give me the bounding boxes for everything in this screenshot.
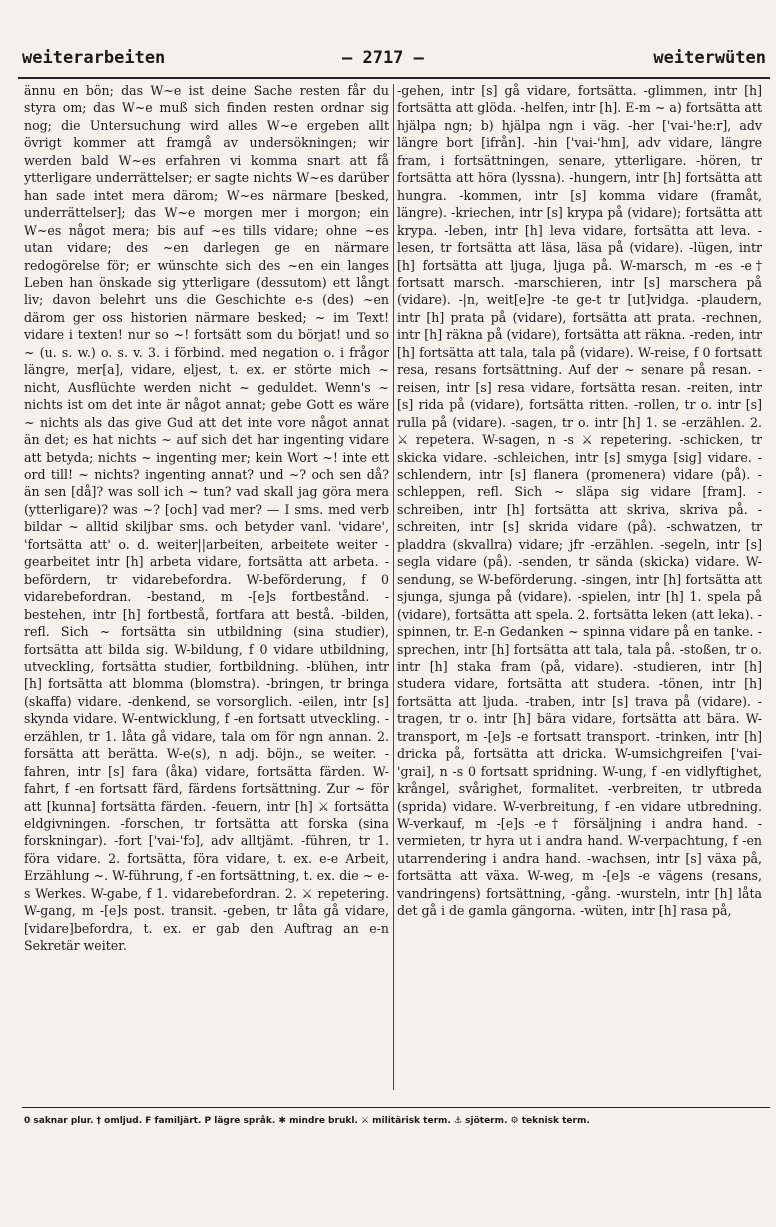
footer-rule <box>22 1107 770 1108</box>
column-divider <box>393 84 394 1090</box>
header-guide-word-left: weiterarbeiten <box>22 48 166 68</box>
header-rule <box>18 77 770 79</box>
left-column <box>24 82 389 1082</box>
header-guide-word-right: weiterwüten <box>653 48 766 68</box>
right-column <box>397 82 762 1082</box>
page-header <box>22 48 766 78</box>
abbreviation-legend: 0 saknar plur. † omljud. F familjärt. P lägre språk. ✱ mindre brukl. ⚔ militärisk term. ⚓ sjöterm. ⚙ teknisk term. <box>24 1116 590 1126</box>
right-column-text: -gehen, intr [s] gå vidare, fortsätta. -glimmen, intr [h] fortsätta att glöda. -helfen, intr [h]. E-m ~ a) fortsätta att hjälpa ngn; b) hjälpa ngn i väg. -her ['vai-'he:r], adv längre bort [ifrån]. -hin ['vai-'hɪn], adv vidare, längre fram, i fortsättningen, senare, ytterligare. -hören, tr fortsätta att höra (lyssna). -hungern, intr [h] fortsätta att hungra. -kommen, intr [s] komma vidare (framåt, längre). -kriechen, intr [s] krypa på (vidare); fortsätta att krypa. -leben, intr [h] leva vidare, fortsätta att leva. -lesen, tr fortsätta att läsa, läsa på (vidare). -lügen, intr [h] fortsätta att ljuga, ljuga på. W-marsch, m -es -e† fortsatt marsch. -marschieren, intr [s] marschera på (vidare). -|n, weit[e]re -te ge-t tr [ut]vidga. -plaudern, intr [h] prata på (vidare), fortsätta att prata. -rechnen, intr [h] räkna på (vidare), fortsätta att räkna. -reden, intr [h] fortsätta att tala, tala på (vidare). W-reise, f 0 fortsatt resa, resans fortsättning. Auf der ~ senare på resan. -reisen, intr [s] resa vidare, fortsätta resan. -reiten, intr [s] rida på (vidare), fortsätta ritten. -rollen, tr o. intr [s] rulla på (vidare). -sagen, tr o. intr [h] 1. se -erzählen. 2. ⚔ repetera. W-sagen, n -s ⚔ repetering. -schicken, tr skicka vidare. -schleichen, intr [s] smyga [sig] vidare. -schlendern, intr [s] flanera (promenera) vidare (på). -schleppen, refl. Sich ~ släpa sig vidare [fram]. -schreiben, intr [h] fortsätta att skriva, skriva på. -schreiten, intr [s] skrida vidare (på). -schwatzen, tr pladdra (skvallra) vidare; jfr -erzählen. -segeln, intr [s] segla vidare (på). -senden, tr sända (skicka) vidare. W-sendung, se W-beförderung. -singen, intr [h] fortsätta att sjunga, sjunga på (vidare). -spielen, intr [h] 1. spela på (vidare), fortsätta att spela. 2. fortsätta leken (att leka). -spinnen, tr. E-n Gedanken ~ spinna vidare på en tanke. -sprechen, intr [h] fortsätta att tala, tala på. -stoßen, tr o. intr [h] staka fram (på, vidare). -studieren, intr [h] studera vidare, fortsätta att studera. -tönen, intr [h] fortsätta att ljuda. -traben, intr [s] trava på (vidare). -tragen, tr o. intr [h] bära vidare, fortsätta att bära. W-transport, m -[e]s -e fortsatt transport. -trinken, intr [h] dricka på, fortsätta att dricka. W-umsichgreifen ['vai-'grai], n -s 0 fortsatt spridning. W-ung, f -en vidlyftighet, krångel, svårighet, formalitet. -verbreiten, tr utbreda (sprida) vidare. W-verbreitung, f -en vidare utbredning. W-verkauf, m -[e]s -e† försäljning i andra hand. -vermieten, tr hyra ut i andra hand. W-verpachtung, f -en utarrendering i andra hand. -wachsen, intr [s] växa på, fortsätta att växa. W-weg, m -[e]s -e vägens (resans, vandringens) fortsättning, -gång. -wursteln, intr [h] låta det gå i de gamla gängorna. -wüten, intr [h] rasa på, <box>397 83 762 919</box>
left-column-text: ännu en bön; das W~e ist deine Sache resten får du styra om; das W~e muß sich finden resten ordnar sig nog; die Untersuchung wird alles W~e ergeben allt övrigt kommer att framgå av undersökningen; wir werden bald W~es erfahren vi komma snart att få ytterligare underrättelser; er sagte nichts W~es darüber han sade intet mera därom; W~es närmare [besked, underrättelser]; das W~e morgen mer i morgon; ein W~es något mera; bis auf ~es tills vidare; ohne ~es utan vidare; des ~en darlegen ge en närmare redogörelse för; er wünschte sich des ~en ein langes Leben han önskade sig ytterligare (dessutom) ett långt liv; davon belehrt uns die Geschichte e-s (des) ~en därom ger oss historien närmare besked; ~ im Text! vidare i texten! nur so ~! fortsätt som du börjat! und so ~ (u. s. w.) o. s. v. 3. i förbind. med negation o. i frågor längre, mer[a], vidare, eljest, t. ex. er störte mich ~ nicht, Ausflüchte werden nicht ~ geduldet. Wenn's ~ nichts ist om det inte är något annat; gebe Gott es wäre ~ nichts als das give Gud att det inte vore något annat än det; es hat nichts ~ auf sich det har ingenting vidare att betyda; nichts ~ ingenting mer; kein Wort ~! inte ett ord till! ~ nichts? ingenting annat? und ~? och sen då? än sen [då]? was soll ich ~ tun? vad skall jag göra mera (ytterligare)? was ~? [och] vad mer? — I sms. med verb bildar ~ alltid skiljbar sms. och betyder vanl. 'vidare', 'fortsätta att' o. d. weiter||arbeiten, arbeitete weiter -gearbeitet intr [h] arbeta vidare, fortsätta att arbeta. -befördern, tr vidarebefordra. W-beförderung, f 0 vidarebefordran. -bestand, m -[e]s fortbestånd. -bestehen, intr [h] fortbestå, fortfara att bestå. -bilden, refl. Sich ~ fortsätta sin utbildning (sina studier), fortsätta att bilda sig. W-bildung, f 0 vidare utbildning, utveckling, fortsätta studier, fortbildning. -blühen, intr [h] fortsätta att blomma (blomstra). -bringen, tr bringa (skaffa) vidare. -denkend, se vorsorglich. -eilen, intr [s] skynda vidare. W-entwicklung, f -en fortsatt utveckling. -erzählen, tr 1. låta gå vidare, tala om för ngn annan. 2. forsätta att berätta. W-e(s), n adj. böjn., se weiter. -fahren, intr [s] fara (åka) vidare, fortsätta färden. W-fahrt, f -en fortsatt färd, färdens fortsättning. Zur ~ för att [kunna] fortsätta färden. -feuern, intr [h] ⚔ fortsätta eldgivningen. -forschen, tr fortsätta att forska (sina forskningar). -fort ['vai-'fɔ], adv alltjämt. -führen, tr 1. föra vidare. 2. fortsätta, föra vidare, t. ex. e-e Arbeit, Erzählung ~. W-führung, f -en fortsättning, t. ex. die ~ e-s Werkes. W-gabe, f 1. vidarebefordran. 2. ⚔ repetering. W-gang, m -[e]s post. transit. -geben, tr låta gå vidare, [vidare]befordra, t. ex. er gab den Auftrag an e-n Sekretär weiter. <box>24 83 389 954</box>
page-number: — 2717 — <box>342 48 424 68</box>
